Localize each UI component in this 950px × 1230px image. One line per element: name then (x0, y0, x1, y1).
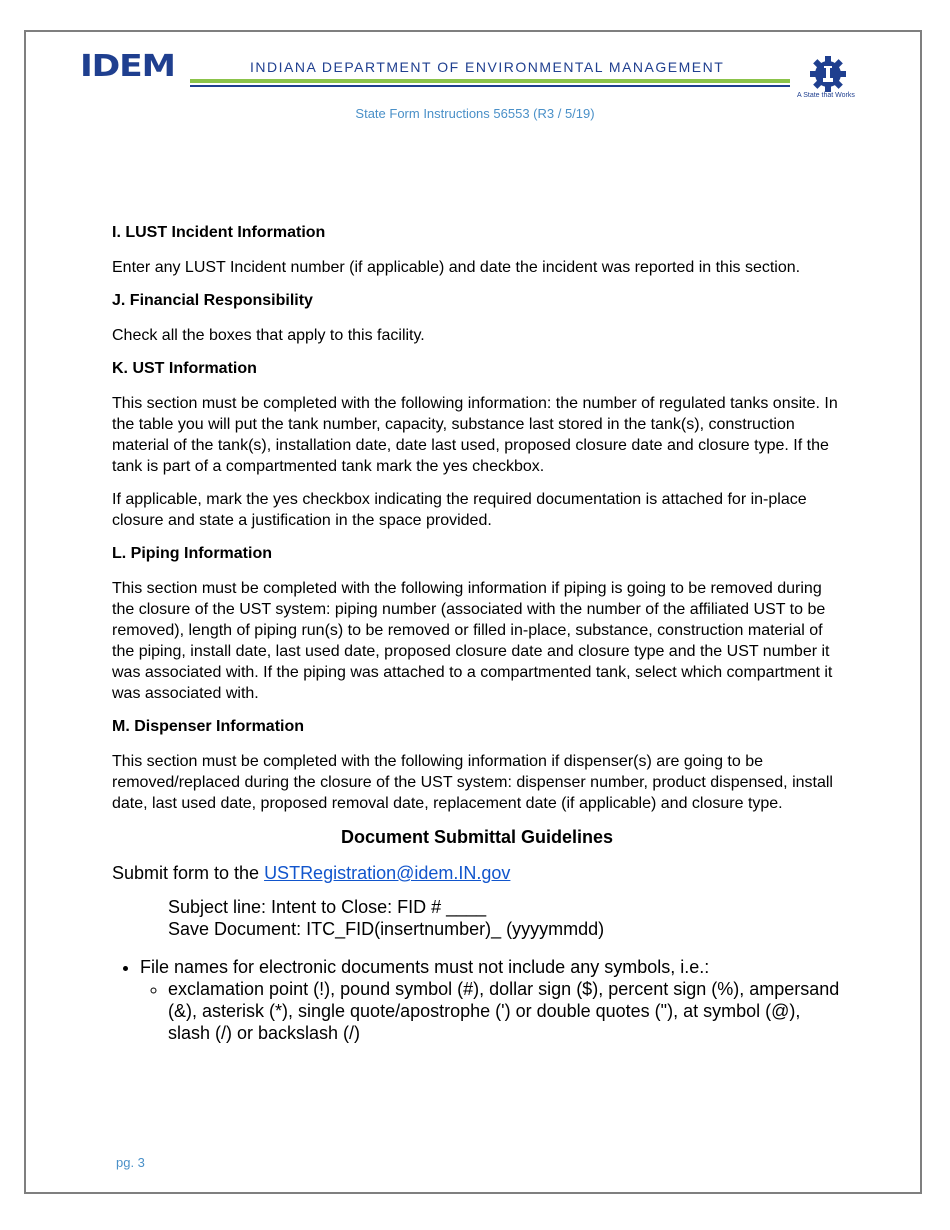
section-paragraph: This section must be completed with the following information: the number of regulated tanks onsite. In the table you will put the tank number, capacity, substance last stored in the tank(s), construction material of the tank(s), installation date, date last used, proposed closure date and closure type. If the tank is part of a compartmented tank mark the yes checkbox. (112, 395, 838, 475)
section-j (112, 290, 842, 346)
section-heading: I. LUST Incident Information (112, 224, 326, 241)
section-i (112, 222, 842, 278)
form-identifier: State Form Instructions 56553 (R3 / 5/19) (355, 106, 595, 121)
section-heading: L. Piping Information (112, 545, 272, 562)
submittal-heading: Document Submittal Guidelines (340, 827, 614, 847)
bullet-text: File names for electronic documents must not include any symbols, i.e.: (140, 957, 710, 977)
section-heading: M. Dispenser Information (112, 718, 305, 735)
save-document-line: Save Document: ITC_FID(insertnumber)_ (yyyymmdd) (168, 919, 605, 939)
file-name-rules (112, 956, 842, 1044)
section-heading: K. UST Information (112, 360, 257, 377)
naming-instructions (112, 896, 842, 940)
list-item (140, 956, 842, 1044)
section-m (112, 716, 842, 814)
section-l (112, 543, 842, 704)
page-number: pg. 3 (116, 1155, 145, 1170)
section-paragraph: This section must be completed with the following information if dispenser(s) are going to be removed/replaced during the closure of the UST system: dispenser number, product dispensed, install date, last used date, proposed removal date, replacement date (if applicable) and closure type. (112, 753, 833, 812)
email-link[interactable]: USTRegistration@idem.IN.gov (264, 863, 511, 883)
list-item: ◦ exclamation point (!), pound symbol (#), dollar sign ($), percent sign (%), ampersand (&), asterisk (*), single quote/apostrophe (') or double quotes ("), at symbol (@), slash (/) or backslash (/) (168, 978, 842, 1044)
indiana-gear-icon (808, 54, 848, 94)
state-tagline: A State that Works (797, 92, 855, 99)
header-rule-green (190, 79, 790, 83)
section-paragraph: If applicable, mark the yes checkbox indicating the required documentation is attached for in-place closure and state a justification in the space provided. (112, 491, 807, 529)
subject-line: Subject line: Intent to Close: FID # ____ (168, 897, 487, 917)
header-rule-blue (190, 85, 790, 87)
section-k (112, 358, 842, 531)
submit-line (112, 862, 842, 884)
section-heading: J. Financial Responsibility (112, 292, 313, 309)
symbol-list (140, 978, 842, 1044)
idem-logo: IDEM (80, 49, 175, 84)
submit-prefix: Submit form to the (112, 863, 265, 883)
section-paragraph: This section must be completed with the following information if piping is going to be removed during the closure of the UST system: piping number (associated with the number of the affiliated UST to be removed), length of piping run(s) to be removed or filled in-place, substance, construction material of the piping, install date, last used date, proposed closure date and closure type and the UST number it was associated with. If the piping was attached to a compartmented tank, select which compartment it was associated with. (112, 580, 833, 702)
instructions-body (112, 222, 842, 1044)
department-name: INDIANA DEPARTMENT OF ENVIRONMENTAL MANAGEMENT (250, 59, 725, 75)
section-paragraph: Enter any LUST Incident number (if applicable) and date the incident was reported in this section. (112, 259, 801, 276)
section-paragraph: Check all the boxes that apply to this facility. (112, 327, 425, 344)
